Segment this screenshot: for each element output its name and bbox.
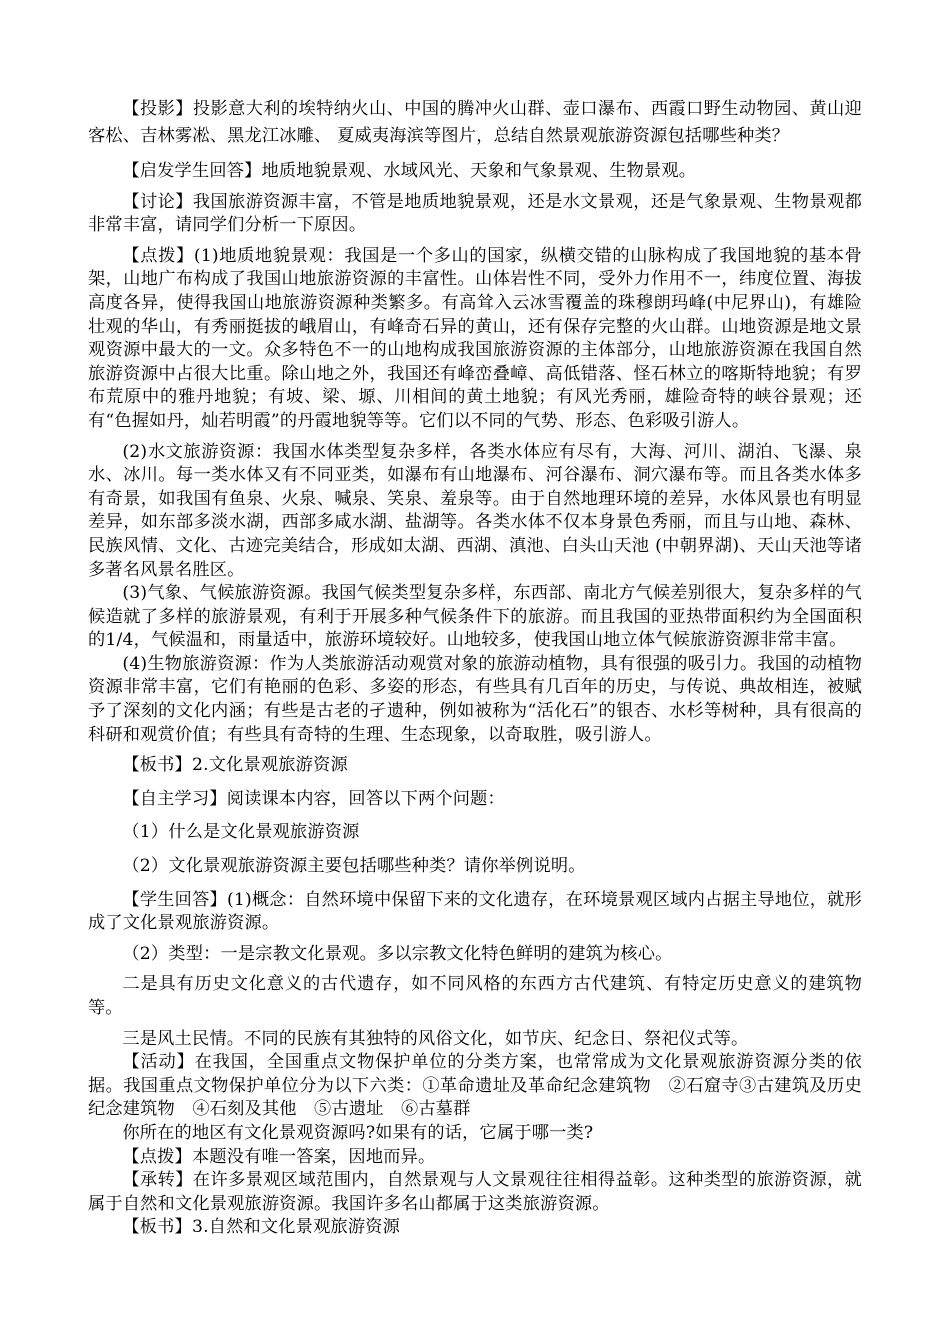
paragraph-types-1: （2）类型：一是宗教文化景观。多以宗教文化特色鲜明的建筑为核心。 (122, 943, 673, 964)
paragraph-board-2: 【板书】2.文化景观旅游资源 (122, 755, 348, 776)
document-body (88, 96, 862, 1240)
paragraph-climate: (3)气象、气候旅游资源。我国气候类型复杂多样，东西部、南北方气候差别很大，复杂多样的气候造就了多样的旅游景观，有利于开展多种气候条件下的旅游。而且我国的亚热带面积约为全国面积的1/4，气候温和，雨量适中，旅游环境较好。山地较多，使我国山地立体气候旅游资源非常丰富。 (88, 583, 862, 651)
paragraph-guidance-landform: 【点拨】(1)地质地貌景观：我国是一个多山的国家，纵横交错的山脉构成了我国地貌的基本骨架，山地广布构成了我国山地旅游资源的丰富性。山体岩性不同，受外力作用不一，纬度位置、海拔高度各异，使得我国山地旅游资源种类繁多。有高耸入云冰雪覆盖的珠穆朗玛峰(中尼界山)，有雄险壮观的华山，有秀丽挺拔的峨眉山，有峰奇石异的黄山，还有保存完整的火山群。山地资源是地文景观资源中最大的一文。众多特色不一的山地构成我国旅游资源的主体部分，山地旅游资源在我国自然旅游资源中占很大比重。除山地之外，我国还有峰峦叠嶂、高低错落、怪石林立的喀斯特地貌；有罗布荒原中的雅丹地貌；有坡、梁、塬、川相间的黄土地貌；有风光秀丽，雄险奇特的峡谷景观；还有“色握如丹，灿若明霞”的丹霞地貌等等。它们以不同的气势、形态、色彩吸引游人。 (88, 245, 862, 431)
paragraph-types-2: 二是具有历史文化意义的古代遗存，如不同风格的东西方古代建筑、有特定历史意义的建筑物等。 (88, 974, 862, 1018)
paragraph-biology: (4)生物旅游资源：作为人类旅游活动观赏对象的旅游动植物，具有很强的吸引力。我国的动植物资源非常丰富，它们有艳丽的色彩、多姿的形态，有些具有几百年的历史，与传说、典故相连，被赋予了深刻的文化内涵；有些是古老的孑遗种，例如被称为“活化石”的银杏、水杉等树种，具有很高的科研和观赏价值；有些具有奇特的生理、生态现象，以奇取胜，吸引游人。 (88, 653, 862, 745)
paragraph-question-2: （2）文化景观旅游资源主要包括哪些种类？请你举例说明。 (122, 856, 586, 877)
paragraph-hydrology: (2)水文旅游资源：我国水体类型复杂多样，各类水体应有尽有，大海、河川、湖泊、飞瀑、泉水、冰川。每一类水体又有不同亚类，如瀑布有山地瀑布、河谷瀑布、洞穴瀑布等。而且各类水体多有奇景，如我国有鱼泉、火泉、喊泉、笑泉、羞泉等。由于自然地理环境的差异，水体风景也有明显差异，如东部多淡水湖，西部多咸水湖、盐湖等。各类水体不仅本身景色秀丽，而且与山地、森林、民族风情、文化、古迹完美结合，形成如太湖、西湖、滇池、白头山天池 (中朝界湖)、天山天池等诸多著名风景名胜区。 (88, 441, 862, 580)
paragraph-student-reply: 【学生回答】(1)概念：自然环境中保留下来的文化遗存，在环境景观区域内占据主导地位，就形成了文化景观旅游资源。 (88, 889, 862, 934)
paragraph-discussion: 【讨论】我国旅游资源丰富，不管是地质地貌景观，还是水文景观，还是气象景观、生物景观都非常丰富，请同学们分析一下原因。 (88, 191, 862, 236)
paragraph-guidance-answer: 【点拨】本题没有唯一答案，因地而异。 (122, 1146, 436, 1167)
paragraph-local-question: 你所在的地区有文化景观资源吗?如果有的话，它属于哪一类? (122, 1122, 594, 1143)
paragraph-projection: 【投影】投影意大利的埃特纳火山、中国的腾冲火山群、壶口瀑布、西霞口野生动物园、黄山迎客松、吉林雾凇、黑龙江冰雕、 夏威夷海滨等图片，总结自然景观旅游资源包括哪些种类？ (88, 99, 862, 146)
paragraph-student-answer: 【启发学生回答】地质地貌景观、水域风光、天象和气象景观、生物景观。 (122, 161, 697, 181)
paragraph-self-study: 【自主学习】阅读课本内容，回答以下两个问题： (122, 788, 505, 809)
paragraph-transition: 【承转】在许多景观区域范围内，自然景观与人文景观往往相得益彰。这种类型的旅游资源，就属于自然和文化景观旅游资源。我国许多名山都属于这类旅游资源。 (88, 1170, 862, 1214)
paragraph-board-3: 【板书】3.自然和文化景观旅游资源 (122, 1217, 401, 1238)
paragraph-question-1: （1）什么是文化景观旅游资源 (122, 822, 360, 843)
paragraph-types-3: 三是风土民情。不同的民族有其独特的风俗文化，如节庆、纪念日、祭祀仪式等。 (122, 1028, 749, 1049)
paragraph-activity: 【活动】在我国，全国重点文物保护单位的分类方案，也常常成为文化景观旅游资源分类的依据。我国重点文物保护单位分为以下六类：①革命遗址及革命纪念建筑物 ②石窟寺③古建筑及历史纪念建筑物 ④石刻及其他 ⑤古遗址 ⑥古墓群 (88, 1052, 862, 1120)
